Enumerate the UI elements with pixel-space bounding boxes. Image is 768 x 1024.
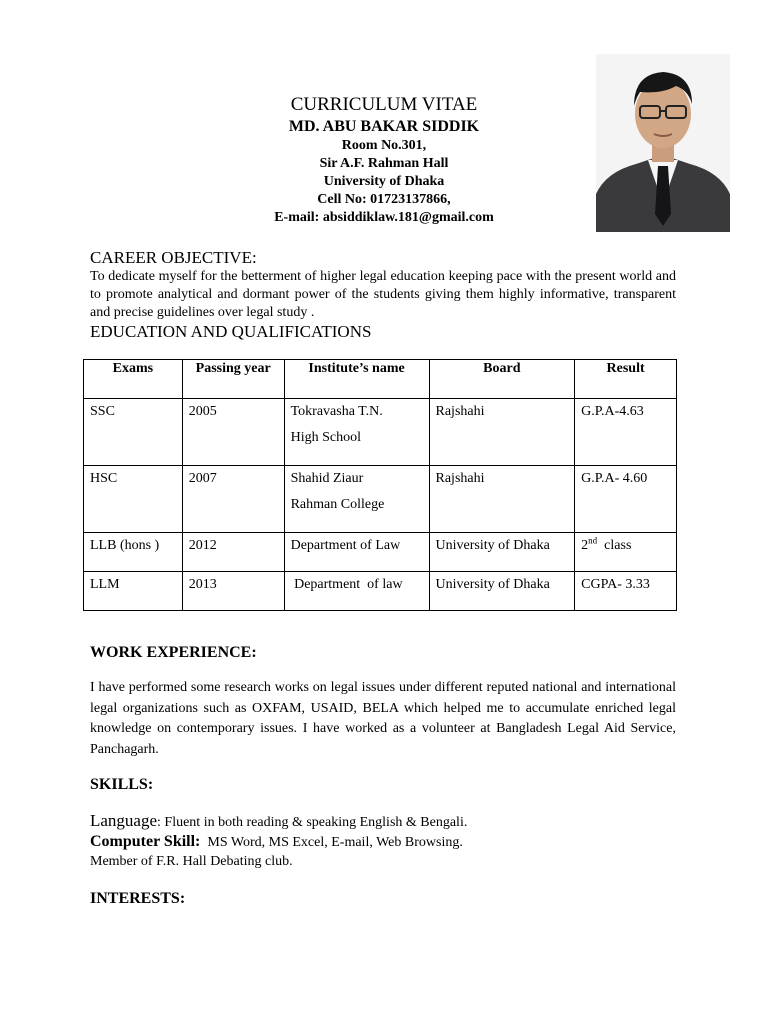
table-row [84, 572, 677, 611]
career-objective-text: To dedicate myself for the betterment of higher legal education keeping pace with the present world and to promote analytical and dormant power of the students giving them highly informative, transparent and precise guidelines over legal study . [90, 269, 676, 320]
career-objective-title: CAREER OBJECTIVE [90, 248, 252, 267]
career-objective-heading [90, 248, 257, 268]
cell-institute: Department of Law [284, 533, 429, 572]
cell-board: Rajshahi [429, 399, 575, 466]
cell-number: Cell No: 01723137866, [317, 192, 451, 207]
skills-heading: SKILLS: [90, 776, 154, 793]
work-experience-heading: WORK EXPERIENCE: [90, 644, 257, 661]
cell-board: University of Dhaka [429, 572, 575, 611]
work-experience-text: I have performed some research works on legal issues under different reputed national and international legal organizations such as OXFAM, USAID, BELA which helped me to accumulate enriched legal knowledge on contemporary issues. I have worked as a volunteer at Bangladesh Legal Aid Service, Panchagarh. [90, 680, 676, 757]
cell-year: 2012 [182, 533, 284, 572]
cell-exam: LLM [84, 572, 183, 611]
cell-exam: HSC [84, 466, 183, 533]
profile-photo [596, 54, 730, 232]
portrait-illustration [596, 54, 730, 232]
computer-skill [90, 832, 463, 853]
cell-result: G.P.A-4.63 [575, 399, 677, 466]
cell-year: 2007 [182, 466, 284, 533]
cell-result [575, 533, 677, 572]
column-header-board: Board [429, 360, 575, 399]
language-text: : Fluent in both reading & speaking English & Bengali. [157, 815, 468, 830]
debating-club-membership: Member of F.R. Hall Debating club. [90, 854, 293, 869]
column-header-exams: Exams [84, 360, 183, 399]
language-skill [90, 811, 467, 833]
result-ordinal: nd [588, 535, 598, 546]
interests-heading: INTERESTS: [90, 890, 186, 907]
institute-line-2: Rahman College [290, 497, 385, 512]
email-address: E-mail: absiddiklaw.181@gmail.com [274, 210, 494, 225]
institute-line-1: Shahid Ziaur [290, 471, 364, 486]
result-class: class [597, 538, 632, 553]
cell-year: 2005 [182, 399, 284, 466]
cell-exam: SSC [84, 399, 183, 466]
cell-institute [284, 466, 429, 533]
career-objective-colon: : [251, 248, 257, 267]
computer-skill-text: MS Word, MS Excel, E-mail, Web Browsing. [200, 835, 463, 850]
cell-board: University of Dhaka [429, 533, 575, 572]
address-room: Room No.301, [341, 138, 427, 153]
address-university: University of Dhaka [323, 174, 445, 189]
cv-header [200, 94, 568, 227]
column-header-result: Result [575, 360, 677, 399]
computer-skill-label: Computer Skill: [90, 833, 201, 850]
education-table [83, 359, 677, 611]
education-heading: EDUCATION AND QUALIFICATIONS [90, 322, 372, 341]
address-hall: Sir A.F. Rahman Hall [319, 156, 449, 171]
cell-year: 2013 [182, 572, 284, 611]
cell-institute: Department of law [284, 572, 429, 611]
cell-exam: LLB (hons ) [84, 533, 183, 572]
cell-result: G.P.A- 4.60 [575, 466, 677, 533]
cell-institute [284, 399, 429, 466]
table-header-row [84, 360, 677, 399]
table-row [84, 533, 677, 572]
institute-line-2: High School [290, 430, 361, 445]
table-row [84, 466, 677, 533]
candidate-name: MD. ABU BAKAR SIDDIK [288, 118, 480, 135]
result-number: 2 [581, 538, 589, 553]
institute-line-1: Tokravasha T.N. [290, 404, 383, 419]
language-label: Language [90, 811, 158, 830]
cv-title: CURRICULUM VITAE [290, 94, 478, 115]
cell-result: CGPA- 3.33 [575, 572, 677, 611]
cell-board: Rajshahi [429, 466, 575, 533]
table-row [84, 399, 677, 466]
column-header-passing-year: Passing year [182, 360, 284, 399]
column-header-institute: Institute’s name [284, 360, 429, 399]
